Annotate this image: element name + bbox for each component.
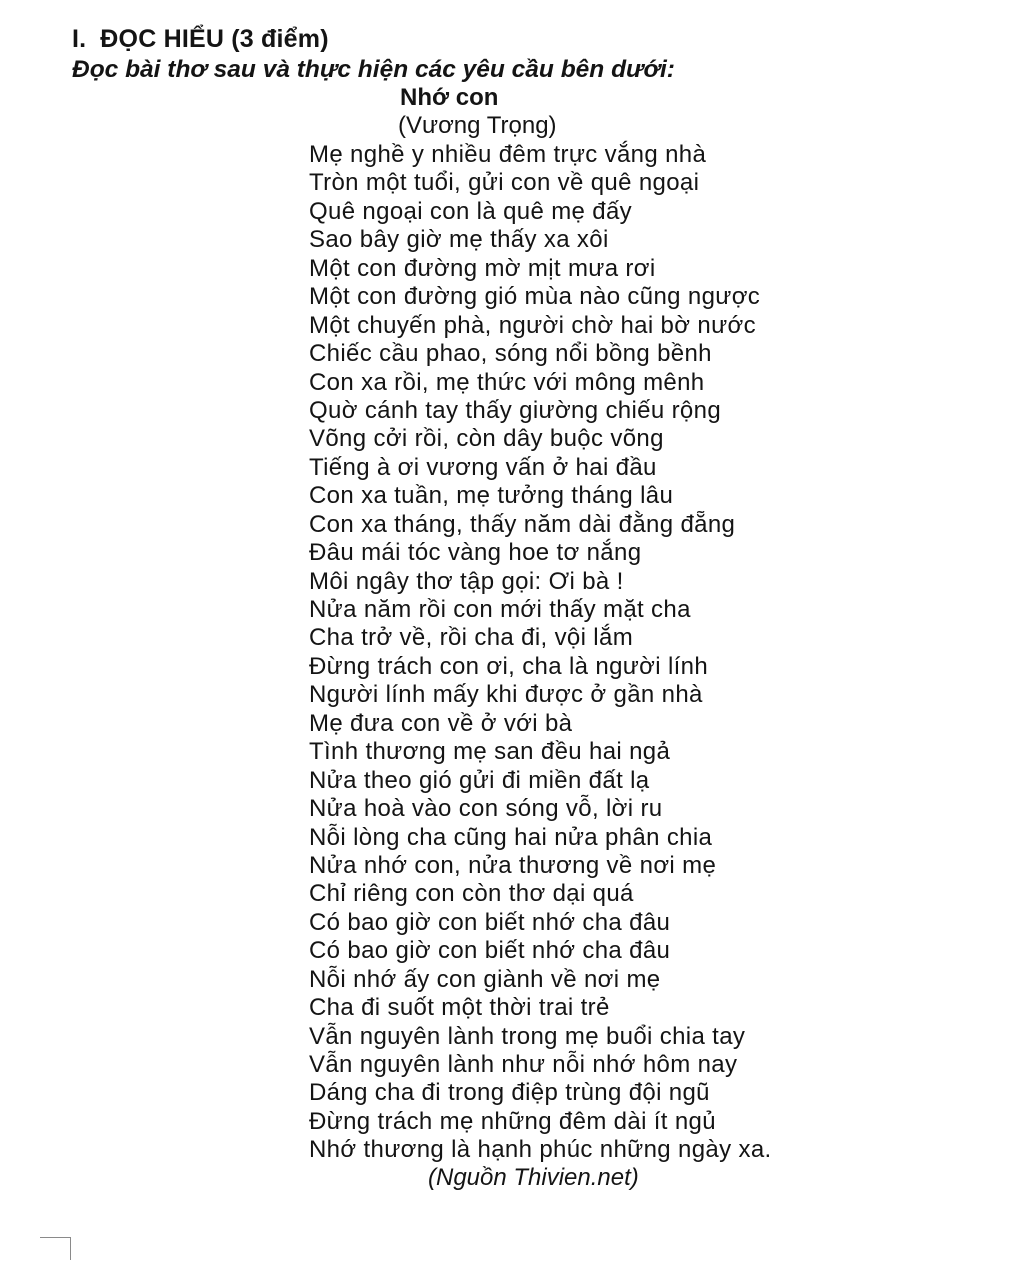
poem-line: Cha đi suốt một thời trai trẻ <box>309 994 610 1022</box>
poem-line: Một con đường mờ mịt mưa rơi <box>309 254 656 282</box>
poem-line: Chiếc cầu phao, sóng nổi bồng bềnh <box>309 340 712 368</box>
poem-source: (Nguồn Thivien.net) <box>428 1164 639 1191</box>
section-heading <box>72 25 329 54</box>
poem-line: Sao bây giờ mẹ thấy xa xôi <box>309 226 609 254</box>
poem-line: Mẹ nghề y nhiều đêm trực vắng nhà <box>309 141 707 168</box>
instruction-text: Đọc bài thơ sau và thực hiện các yêu cầu bên dưới: <box>72 56 675 83</box>
poem-title: Nhớ con <box>400 84 499 111</box>
poem-line: Vẫn nguyên lành trong mẹ buổi chia tay <box>309 1022 746 1050</box>
section-number: I. <box>72 25 87 53</box>
section-title: ĐỌC HIỂU (3 điểm) <box>100 25 329 53</box>
poem-line: Tình thương mẹ san đều hai ngả <box>309 738 671 766</box>
poem-line: Một chuyến phà, người chờ hai bờ nước <box>309 311 756 339</box>
poem-author: (Vương Trọng) <box>398 112 557 139</box>
poem-line: Vẫn nguyên lành như nỗi nhớ hôm nay <box>309 1051 738 1078</box>
poem-line: Có bao giờ con biết nhớ cha đâu <box>309 937 671 965</box>
poem-line: Nỗi lòng cha cũng hai nửa phân chia <box>309 823 713 851</box>
poem-line: Nửa nhớ con, nửa thương về nơi mẹ <box>309 851 717 879</box>
poem-line: Chỉ riêng con còn thơ dại quá <box>309 880 634 908</box>
poem-line: Mẹ đưa con về ở với bà <box>309 709 573 737</box>
poem-line: Nỗi nhớ ấy con giành về nơi mẹ <box>309 965 661 993</box>
poem-line: Đừng trách mẹ những đêm dài ít ngủ <box>309 1107 716 1135</box>
poem-line: Con xa tháng, thấy năm dài đằng đẵng <box>309 510 736 538</box>
poem-line: Nửa theo gió gửi đi miền đất lạ <box>309 766 650 794</box>
poem-line: Tiếng à ơi vương vấn ở hai đầu <box>309 453 657 481</box>
poem-line: Dáng cha đi trong điệp trùng đội ngũ <box>309 1079 710 1107</box>
poem-line: Nửa năm rồi con mới thấy mặt cha <box>309 596 691 623</box>
poem-line: Môi ngây thơ tập gọi: Ơi bà ! <box>309 567 624 595</box>
poem-line: Tròn một tuổi, gửi con về quê ngoại <box>309 169 700 197</box>
poem-line: Cha trở về, rồi cha đi, vội lắm <box>309 624 634 652</box>
poem-line: Một con đường gió mùa nào cũng ngược <box>309 283 761 311</box>
poem-line: Đâu mái tóc vàng hoe tơ nắng <box>309 539 642 567</box>
poem-line: Con xa rồi, mẹ thức với mông mênh <box>309 368 705 396</box>
poem-line: Quê ngoại con là quê mẹ đấy <box>309 197 632 225</box>
poem-body <box>309 141 772 1165</box>
poem-line: Có bao giờ con biết nhớ cha đâu <box>309 908 671 936</box>
poem-line: Nửa hoà vào con sóng vỗ, lời ru <box>309 795 663 823</box>
poem-line: Con xa tuần, mẹ tưởng tháng lâu <box>309 482 674 510</box>
poem-line: Quờ cánh tay thấy giường chiếu rộng <box>309 396 722 424</box>
page-corner-mark <box>40 1237 71 1260</box>
poem-line: Nhớ thương là hạnh phúc những ngày xa. <box>309 1136 772 1164</box>
poem-line: Võng cởi rồi, còn dây buộc võng <box>309 425 664 453</box>
poem-line: Đừng trách con ơi, cha là người lính <box>309 652 709 680</box>
poem-line: Người lính mấy khi được ở gần nhà <box>309 681 703 709</box>
